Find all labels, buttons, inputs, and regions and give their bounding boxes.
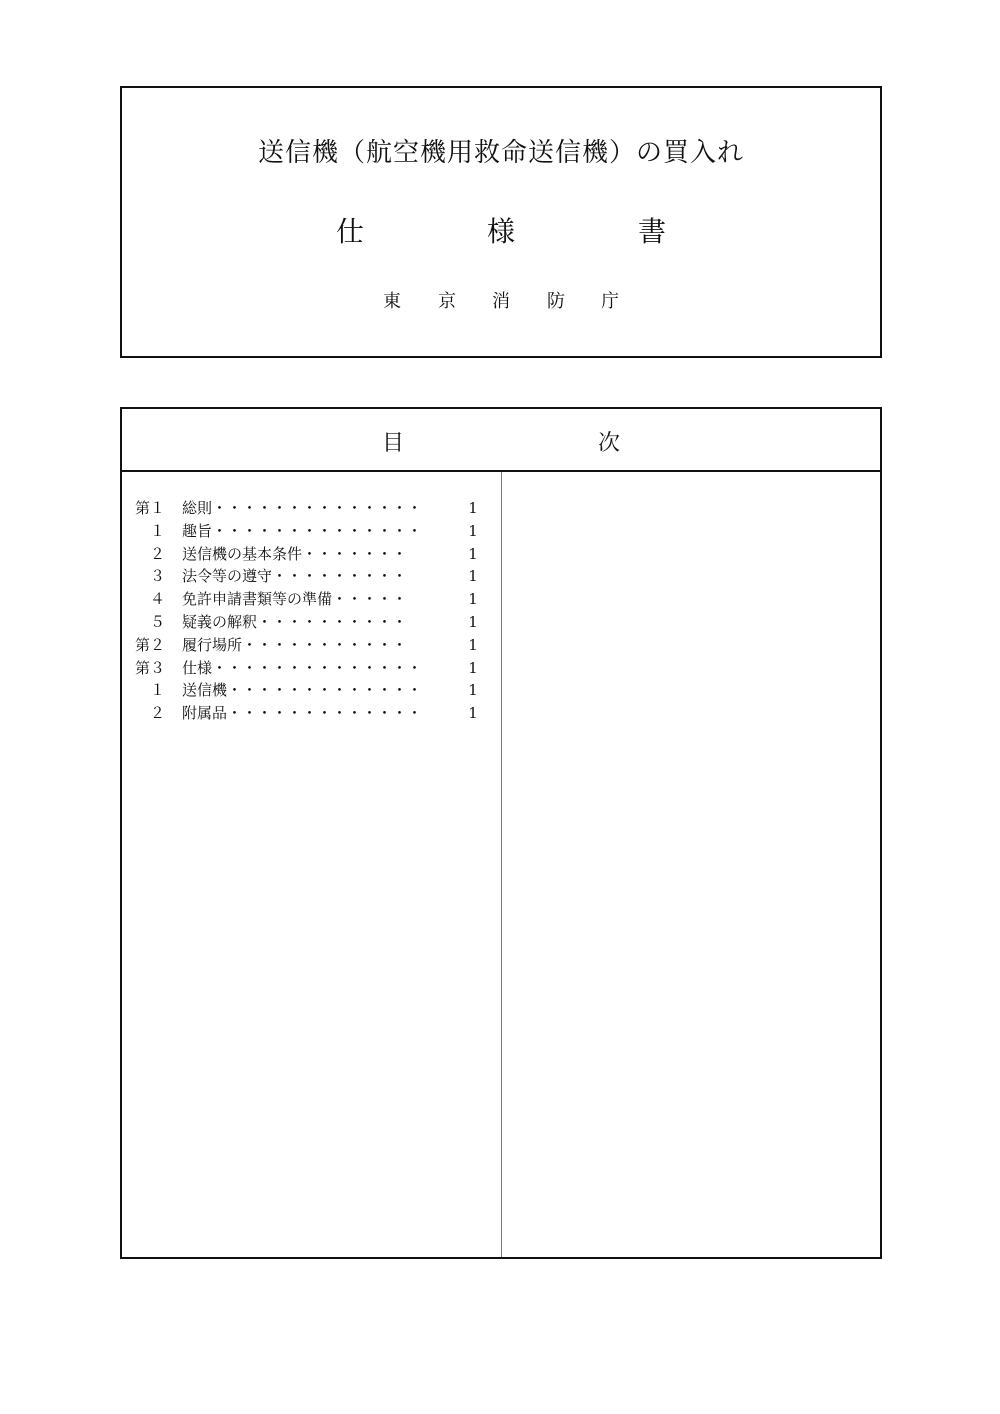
toc-item-number: ２ <box>149 544 165 563</box>
spec-char-3: 書 <box>637 215 666 248</box>
toc-item-page: 1 <box>468 704 478 723</box>
toc-item <box>122 611 501 634</box>
toc-heading-char-2: 次 <box>597 431 620 456</box>
toc-item-text: 送信機の基本条件・・・・・・・ <box>182 544 408 563</box>
spec-heading <box>122 210 880 246</box>
spec-char-2: 様 <box>486 215 515 248</box>
org-char-4: 防 <box>547 291 565 312</box>
toc-header <box>122 409 880 472</box>
toc-item <box>122 679 501 702</box>
toc-item-number: 第３ <box>134 658 165 677</box>
toc-item-page: 1 <box>468 567 478 586</box>
toc-item-text: 免許申請書類等の準備・・・・・ <box>182 590 408 609</box>
toc-item-number: ５ <box>149 612 165 631</box>
toc-item-page: 1 <box>468 658 478 677</box>
toc-item <box>122 543 501 566</box>
toc-item-number: １ <box>149 681 165 700</box>
toc-item <box>122 657 501 680</box>
toc-item-text: 法令等の遵守・・・・・・・・・ <box>182 567 408 586</box>
toc-item-text: 仕様・・・・・・・・・・・・・・ <box>182 658 423 677</box>
toc-item-page: 1 <box>468 635 478 654</box>
org-char-3: 消 <box>492 291 510 312</box>
toc-item-number: 第２ <box>134 635 165 654</box>
document-title: 送信機（航空機用救命送信機）の買入れ <box>257 138 744 168</box>
toc-item-text: 疑義の解釈・・・・・・・・・・ <box>182 612 408 631</box>
toc-item-number: ３ <box>149 567 165 586</box>
toc-item-text: 趣旨・・・・・・・・・・・・・・ <box>182 521 423 540</box>
column-divider <box>501 472 502 1257</box>
toc-item-page: 1 <box>468 612 478 631</box>
toc-item-number: ４ <box>149 590 165 609</box>
toc-item-text: 附属品・・・・・・・・・・・・・ <box>182 704 423 723</box>
org-char-2: 京 <box>438 291 456 312</box>
toc-list <box>122 497 501 725</box>
toc-item-text: 履行場所・・・・・・・・・・・ <box>182 635 408 654</box>
toc-item-text: 総則・・・・・・・・・・・・・・ <box>182 499 423 517</box>
organization-name <box>122 287 880 313</box>
toc-item <box>122 588 501 611</box>
toc-item-text: 送信機・・・・・・・・・・・・・ <box>182 681 423 700</box>
title-box <box>120 86 882 358</box>
table-of-contents <box>120 407 882 1259</box>
spec-char-1: 仕 <box>335 215 364 248</box>
toc-item <box>122 520 501 543</box>
toc-item-page: 1 <box>468 521 478 540</box>
toc-item-number: 第１ <box>134 499 165 517</box>
toc-item-page: 1 <box>468 681 478 700</box>
toc-item <box>122 634 501 657</box>
toc-item-page: 1 <box>468 544 478 563</box>
toc-item-number: ２ <box>149 704 165 723</box>
toc-item-page: 1 <box>468 590 478 609</box>
toc-item <box>122 702 501 725</box>
toc-item-page: 1 <box>468 499 478 517</box>
org-char-5: 庁 <box>601 291 619 312</box>
toc-item <box>122 497 501 520</box>
toc-item-number: １ <box>149 521 165 540</box>
org-char-1: 東 <box>383 291 401 312</box>
toc-item <box>122 565 501 588</box>
toc-heading-char-1: 目 <box>381 431 404 456</box>
